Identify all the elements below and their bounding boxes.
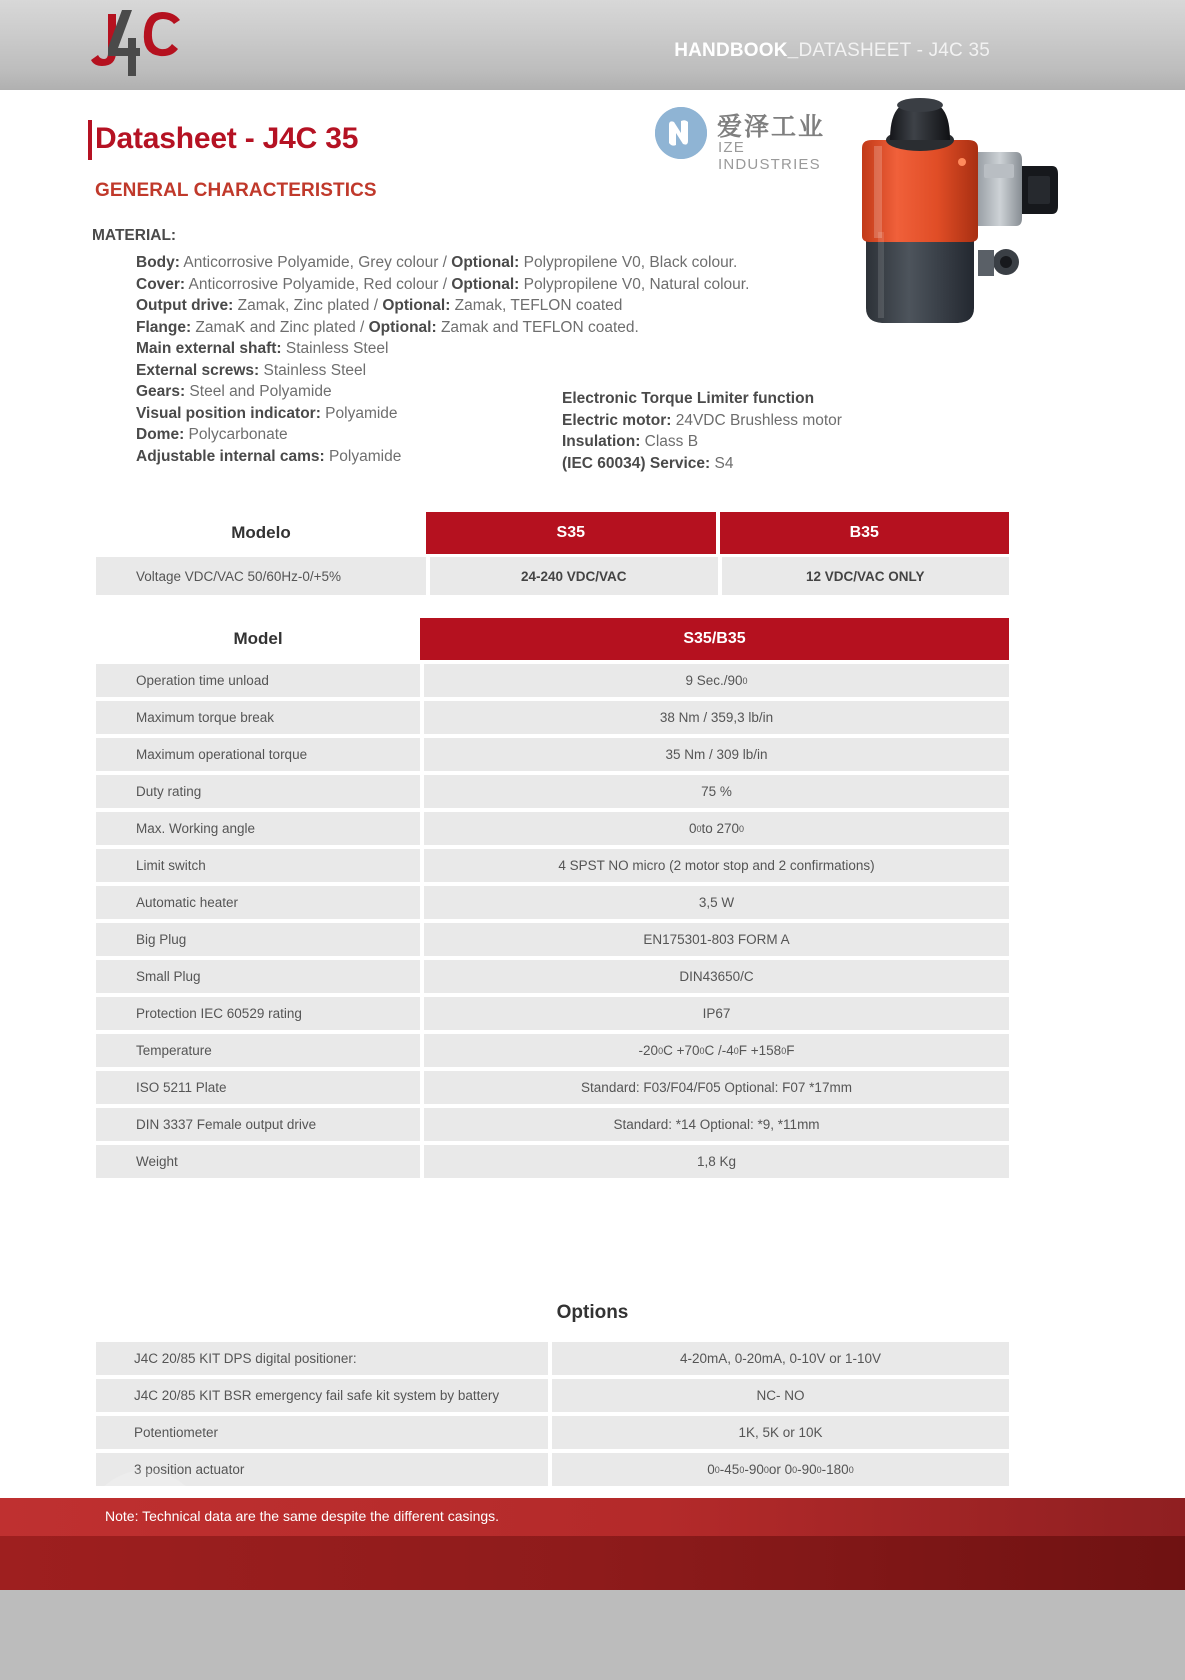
spec-row-label: Duty rating bbox=[96, 775, 420, 808]
specifications-table-header bbox=[96, 618, 1009, 660]
j4c-logo-icon bbox=[88, 8, 198, 80]
model-voltage-table-header bbox=[96, 512, 1009, 554]
header-title-bold: HANDBOOK_ bbox=[674, 40, 799, 61]
motor-spec-line: Electric motor: 24VDC Brushless motor bbox=[562, 411, 842, 429]
spec-row-value: 3,5 W bbox=[424, 886, 1009, 919]
option-row-value: NC- NO bbox=[552, 1379, 1009, 1412]
spec-row-value: IP67 bbox=[424, 997, 1009, 1030]
motor-spec-line: Insulation: Class B bbox=[562, 433, 699, 450]
spec-row-label: Temperature bbox=[96, 1034, 420, 1067]
ize-industries-logo bbox=[655, 105, 850, 173]
spec-row-label: Maximum torque break bbox=[96, 701, 420, 734]
spec-row-value: DIN43650/C bbox=[424, 960, 1009, 993]
table-row bbox=[96, 923, 1009, 956]
table-row bbox=[96, 1416, 1009, 1449]
section-title: GENERAL CHARACTERISTICS bbox=[95, 180, 377, 201]
spec-row-label: DIN 3337 Female output drive bbox=[96, 1108, 420, 1141]
specifications-table bbox=[96, 618, 1009, 1178]
material-line: Visual position indicator: Polyamide bbox=[136, 404, 398, 422]
spec-row-value: 4 SPST NO micro (2 motor stop and 2 confirmations) bbox=[424, 849, 1009, 882]
spec-row-label: Automatic heater bbox=[96, 886, 420, 919]
table-row bbox=[96, 701, 1009, 734]
motor-spec-line: Electronic Torque Limiter function bbox=[562, 390, 815, 407]
table-row bbox=[96, 775, 1009, 808]
spec-row-value: Standard: F03/F04/F05 Optional: F07 *17mm bbox=[424, 1071, 1009, 1104]
material-line: Cover: Anticorrosive Polyamide, Red colour / Optional: Polypropilene V0, Natural colour. bbox=[136, 275, 750, 293]
option-row-value: 4-20mA, 0-20mA, 0-10V or 1-10V bbox=[552, 1342, 1009, 1375]
voltage-row-label: Voltage VDC/VAC 50/60Hz-0/+5% bbox=[96, 557, 426, 595]
material-line: Dome: Polycarbonate bbox=[136, 426, 288, 443]
title-accent-rule bbox=[88, 120, 92, 160]
ize-logo-en-text: IZE INDUSTRIES bbox=[718, 139, 821, 173]
spec-row-label: Max. Working angle bbox=[96, 812, 420, 845]
table-row bbox=[96, 1034, 1009, 1067]
option-row-value: 1K, 5K or 10K bbox=[552, 1416, 1009, 1449]
table-row bbox=[96, 557, 1009, 595]
table-row bbox=[96, 997, 1009, 1030]
voltage-b35-value: 12 VDC/VAC ONLY bbox=[722, 557, 1010, 595]
voltage-s35-value: 24-240 VDC/VAC bbox=[430, 557, 718, 595]
spec-row-value: 75 % bbox=[424, 775, 1009, 808]
spec-label-cell: Model bbox=[233, 629, 283, 648]
table-row bbox=[96, 812, 1009, 845]
spec-col-s35b35: S35/B35 bbox=[420, 618, 1009, 660]
ize-mark-icon bbox=[655, 107, 707, 159]
model-label-cell: Modelo bbox=[96, 512, 426, 554]
spec-row-label: Maximum operational torque bbox=[96, 738, 420, 771]
table-row bbox=[96, 1145, 1009, 1178]
spec-row-value: 38 Nm / 359,3 lb/in bbox=[424, 701, 1009, 734]
option-row-value: 0 0 -45 0 -90 0 or 0 0 -90 0 -180 0 bbox=[552, 1453, 1009, 1486]
spec-row-label: Weight bbox=[96, 1145, 420, 1178]
header-title-rest: DATASHEET - J4C 35 bbox=[798, 40, 990, 61]
table-row bbox=[96, 1342, 1009, 1375]
option-row-label: J4C 20/85 KIT DPS digital positioner: bbox=[96, 1342, 548, 1375]
table-row bbox=[96, 738, 1009, 771]
table-row bbox=[96, 960, 1009, 993]
material-line: Adjustable internal cams: Polyamide bbox=[136, 447, 402, 465]
spec-row-label: Protection IEC 60529 rating bbox=[96, 997, 420, 1030]
option-row-label: Potentiometer bbox=[96, 1416, 548, 1449]
material-line: Main external shaft: Stainless Steel bbox=[136, 340, 389, 357]
table-row bbox=[96, 849, 1009, 882]
footer-dark-band bbox=[0, 1536, 1185, 1590]
material-line: Flange: ZamaK and Zinc plated / Optional: Zamak and TEFLON coated. bbox=[136, 318, 639, 336]
footer-grey-band bbox=[0, 1590, 1185, 1680]
spec-row-value: 1,8 Kg bbox=[424, 1145, 1009, 1178]
spec-row-value: 0 0 to 270 0 bbox=[424, 812, 1009, 845]
options-title: Options bbox=[556, 1302, 629, 1323]
options-table bbox=[96, 1338, 1009, 1486]
motor-spec-line: (IEC 60034) Service: S4 bbox=[562, 454, 734, 472]
table-row bbox=[96, 886, 1009, 919]
option-row-label: 3 position actuator bbox=[96, 1453, 548, 1486]
spec-row-value: 35 Nm / 309 lb/in bbox=[424, 738, 1009, 771]
material-heading: MATERIAL: bbox=[92, 227, 177, 244]
material-line: External screws: Stainless Steel bbox=[136, 361, 367, 379]
spec-row-label: Small Plug bbox=[96, 960, 420, 993]
spec-row-value: -20 0 C +70 0 C /-4 0 F +158 0 F bbox=[424, 1034, 1009, 1067]
model-col-b35: B35 bbox=[720, 512, 1010, 554]
material-line: Gears: Steel and Polyamide bbox=[136, 383, 332, 400]
option-row-label: J4C 20/85 KIT BSR emergency fail safe kit system by battery bbox=[96, 1379, 548, 1412]
motor-spec-list bbox=[562, 388, 982, 474]
material-line: Body: Anticorrosive Polyamide, Grey colour / Optional: Polypropilene V0, Black colour. bbox=[136, 254, 738, 271]
table-row bbox=[96, 664, 1009, 697]
footer-note: Note: Technical data are the same despite the different casings. bbox=[105, 1508, 500, 1524]
spec-row-value: Standard: *14 Optional: *9, *11mm bbox=[424, 1108, 1009, 1141]
page-title: Datasheet - J4C 35 bbox=[95, 122, 359, 155]
table-row bbox=[96, 1379, 1009, 1412]
model-voltage-table bbox=[96, 512, 1009, 595]
spec-row-label: ISO 5211 Plate bbox=[96, 1071, 420, 1104]
spec-row-label: Limit switch bbox=[96, 849, 420, 882]
ize-logo-cn-text: 爱泽工业 bbox=[717, 112, 826, 141]
model-col-s35: S35 bbox=[426, 512, 716, 554]
table-row bbox=[96, 1108, 1009, 1141]
spec-row-value: EN175301-803 FORM A bbox=[424, 923, 1009, 956]
spec-row-label: Operation time unload bbox=[96, 664, 420, 697]
spec-row-label: Big Plug bbox=[96, 923, 420, 956]
header-title bbox=[674, 40, 990, 62]
page-header bbox=[0, 0, 1185, 90]
spec-row-value: 9 Sec./90 0 bbox=[424, 664, 1009, 697]
table-row bbox=[96, 1071, 1009, 1104]
material-line: Output drive: Zamak, Zinc plated / Optional: Zamak, TEFLON coated bbox=[136, 297, 623, 314]
